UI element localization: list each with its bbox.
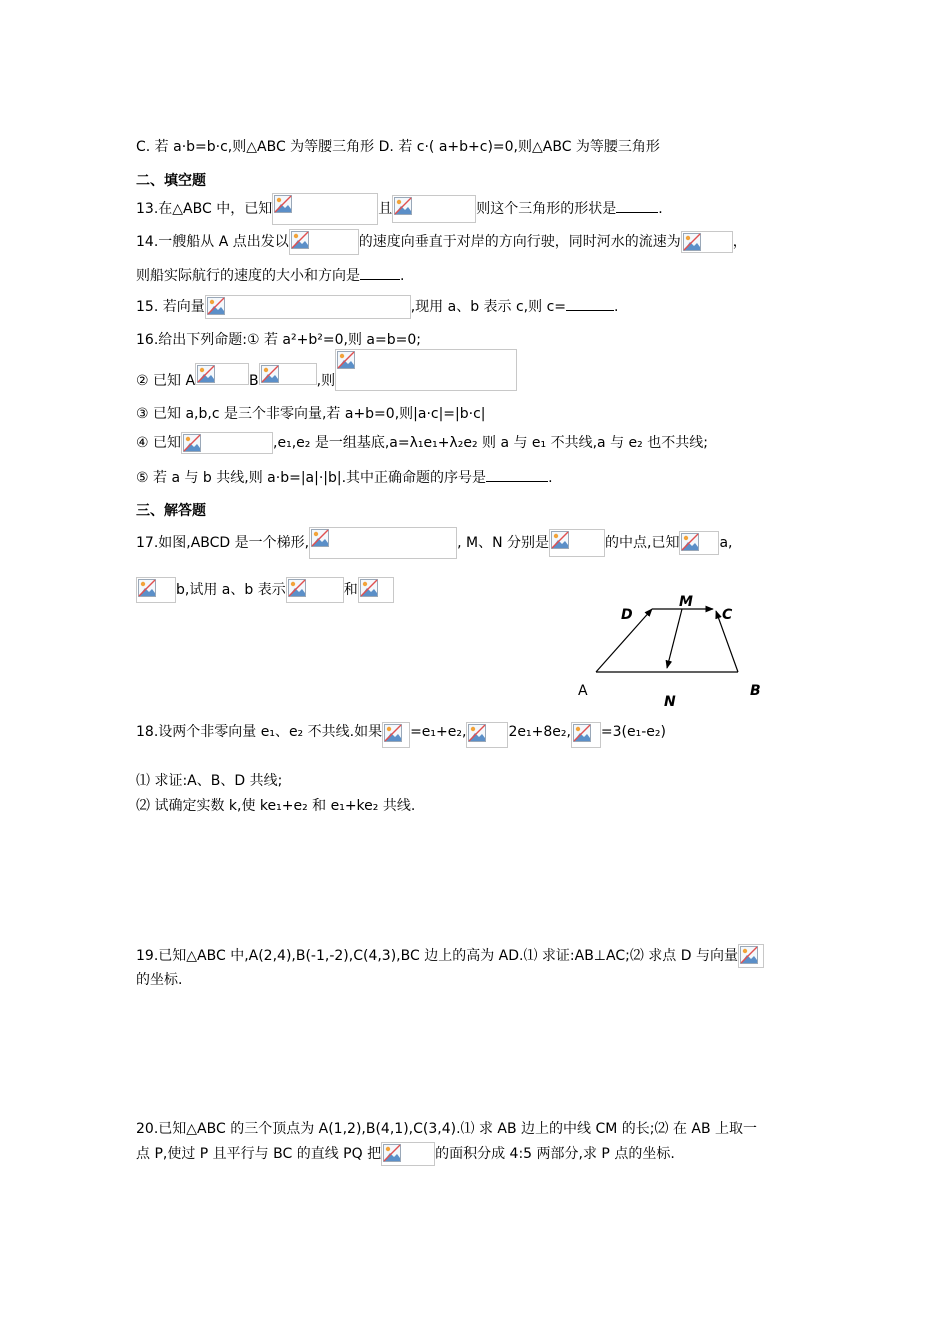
formula-image bbox=[358, 577, 394, 603]
q14-text-b: 的速度向垂直于对岸的方向行驶，同时河水的流速为 bbox=[358, 234, 681, 250]
question-19-cont: 的坐标. bbox=[136, 972, 183, 988]
question-18-part-2: ⑵ 试确定实数 k,使 ke₁+e₂ 和 e₁+ke₂ 共线. bbox=[136, 798, 416, 814]
question-16-item-5: ⑤ 若 a 与 b 共线,则 a·b=|a|·|b|.其中正确命题的序号是 . bbox=[136, 467, 553, 488]
formula-image bbox=[738, 944, 764, 968]
answer-blank bbox=[566, 296, 614, 311]
q16-text-e: ⑤ 若 a 与 b 共线,则 a·b=|a|·|b|.其中正确命题的序号是 bbox=[136, 470, 487, 486]
q20-text-c: 的面积分成 4:5 两部分,求 P 点的坐标. bbox=[435, 1146, 675, 1162]
broken-image-icon bbox=[360, 579, 378, 597]
formula-image bbox=[679, 531, 719, 555]
q13-text-a: 13.在△ABC 中，已知 bbox=[136, 201, 273, 217]
q20-text-b: 点 P,使过 P 且平行与 BC 的直线 PQ 把 bbox=[136, 1146, 382, 1162]
broken-image-icon bbox=[311, 529, 329, 547]
q17-text-c: 的中点,已知 bbox=[605, 535, 680, 551]
question-16-item-2 bbox=[136, 349, 517, 391]
formula-image bbox=[272, 193, 378, 225]
q18-text-b: =e₁+e₂, bbox=[410, 724, 467, 740]
q16-text-b2: B bbox=[249, 373, 259, 389]
q14-text-c: ， bbox=[732, 234, 747, 250]
q16-text-b1: ② 已知 A bbox=[136, 373, 196, 389]
formula-image bbox=[286, 577, 344, 603]
formula-image bbox=[181, 432, 273, 454]
formula-image bbox=[571, 722, 601, 748]
q17-text-e: b,试用 a、b 表示 bbox=[176, 582, 286, 598]
broken-image-icon bbox=[383, 1144, 401, 1162]
broken-image-icon bbox=[681, 533, 699, 551]
vector-mn bbox=[667, 609, 682, 668]
question-14 bbox=[136, 229, 747, 255]
formula-image bbox=[392, 195, 476, 223]
section-solve-heading: 三、解答题 bbox=[136, 503, 206, 519]
q13-text-c: 则这个三角形的形状是 bbox=[476, 201, 617, 217]
q14-text-a: 14.一艘船从 A 点出发以 bbox=[136, 234, 289, 250]
formula-image bbox=[335, 349, 517, 391]
broken-image-icon bbox=[197, 365, 215, 383]
q18-text-d: =3(e₁-e₂) bbox=[600, 724, 666, 740]
figure-label-a: A bbox=[578, 683, 588, 699]
broken-image-icon bbox=[183, 434, 201, 452]
question-14-cont: 则船实际航行的速度的大小和方向是 . bbox=[136, 265, 404, 286]
question-20-cont bbox=[136, 1142, 675, 1166]
question-17-cont bbox=[136, 577, 394, 603]
q18-text-c: 2e₁+8e₂, bbox=[508, 724, 571, 740]
q18-text-a: 18.设两个非零向量 e₁、e₂ 不共线.如果 bbox=[136, 724, 383, 740]
question-13: 13.在△ABC 中，已知 且 则这个三角形的形状是 . bbox=[136, 193, 663, 225]
broken-image-icon bbox=[683, 233, 701, 251]
section-fill-in-heading: 二、填空题 bbox=[136, 173, 206, 189]
formula-image bbox=[382, 722, 410, 748]
figure-label-b: B bbox=[750, 683, 761, 699]
question-20: 20.已知△ABC 的三个顶点为 A(1,2),B(4,1),C(3,4).⑴ 求 AB 边上的中线 CM 的长;⑵ 在 AB 上取一 bbox=[136, 1121, 758, 1137]
q17-text-d: a, bbox=[719, 535, 733, 551]
figure-label-c: C bbox=[722, 607, 733, 623]
q14-text-d: 则船实际航行的速度的大小和方向是 bbox=[136, 268, 360, 284]
q16-text-d2: ,e₁,e₂ 是一组基底,a=λ₁e₁+λ₂e₂ 则 a 与 e₁ 不共线,a 与 e₂ 也不共线; bbox=[273, 435, 708, 451]
q15-text-a: 15. 若向量 bbox=[136, 299, 205, 315]
broken-image-icon bbox=[384, 724, 402, 742]
answer-blank bbox=[486, 467, 548, 482]
q16-text-b3: ,则 bbox=[316, 373, 336, 389]
question-18-part-1: ⑴ 求证:A、B、D 共线; bbox=[136, 773, 283, 789]
q17-text-f: 和 bbox=[343, 582, 358, 598]
formula-image bbox=[259, 363, 317, 385]
broken-image-icon bbox=[551, 531, 569, 549]
formula-image bbox=[681, 231, 733, 253]
broken-image-icon bbox=[337, 351, 355, 369]
figure-label-n: N bbox=[664, 694, 676, 710]
q19-text-a: 19.已知△ABC 中,A(2,4),B(-1,-2),C(4,3),BC 边上的高为 AD.⑴ 求证:AB⊥AC;⑵ 求点 D 与向量 bbox=[136, 948, 738, 964]
q16-text-d1: ④ 已知 bbox=[136, 435, 182, 451]
formula-image bbox=[205, 295, 411, 319]
broken-image-icon bbox=[261, 365, 279, 383]
broken-image-icon bbox=[138, 579, 156, 597]
q17-text-b: , M、N 分别是 bbox=[457, 535, 550, 551]
q15-text-b: ,现用 a、b 表示 c,则 c= bbox=[410, 299, 567, 315]
answer-blank bbox=[616, 198, 658, 213]
question-16: 16.给出下列命题:① 若 a²+b²=0,则 a=b=0; bbox=[136, 332, 421, 348]
figure-label-d: D bbox=[621, 607, 633, 623]
formula-image bbox=[381, 1142, 435, 1166]
broken-image-icon bbox=[740, 946, 758, 964]
figure-label-m: M bbox=[679, 594, 693, 610]
broken-image-icon bbox=[207, 297, 225, 315]
broken-image-icon bbox=[291, 231, 309, 249]
q13-text-b: 且 bbox=[378, 201, 393, 217]
question-16-item-3: ③ 已知 a,b,c 是三个非零向量,若 a+b=0,则|a·c|=|b·c| bbox=[136, 406, 486, 422]
answer-blank bbox=[360, 265, 400, 280]
broken-image-icon bbox=[274, 195, 292, 213]
option-cd-line: C. 若 a·b=b·c,则△ABC 为等腰三角形 D. 若 c·( a+b+c)=0,则△ABC 为等腰三角形 bbox=[136, 139, 660, 155]
question-18 bbox=[136, 722, 666, 748]
formula-image bbox=[136, 577, 176, 603]
broken-image-icon bbox=[288, 579, 306, 597]
question-19 bbox=[136, 944, 764, 968]
question-15: 15. 若向量 ,现用 a、b 表示 c,则 c= . bbox=[136, 295, 618, 319]
formula-image bbox=[289, 229, 359, 255]
formula-image bbox=[195, 363, 249, 385]
formula-image bbox=[466, 722, 508, 748]
broken-image-icon bbox=[468, 724, 486, 742]
broken-image-icon bbox=[573, 724, 591, 742]
formula-image bbox=[309, 527, 457, 559]
broken-image-icon bbox=[394, 197, 412, 215]
q17-text-a: 17.如图,ABCD 是一个梯形, bbox=[136, 535, 310, 551]
question-17 bbox=[136, 527, 733, 559]
formula-image bbox=[549, 529, 605, 557]
question-16-item-4 bbox=[136, 432, 708, 454]
